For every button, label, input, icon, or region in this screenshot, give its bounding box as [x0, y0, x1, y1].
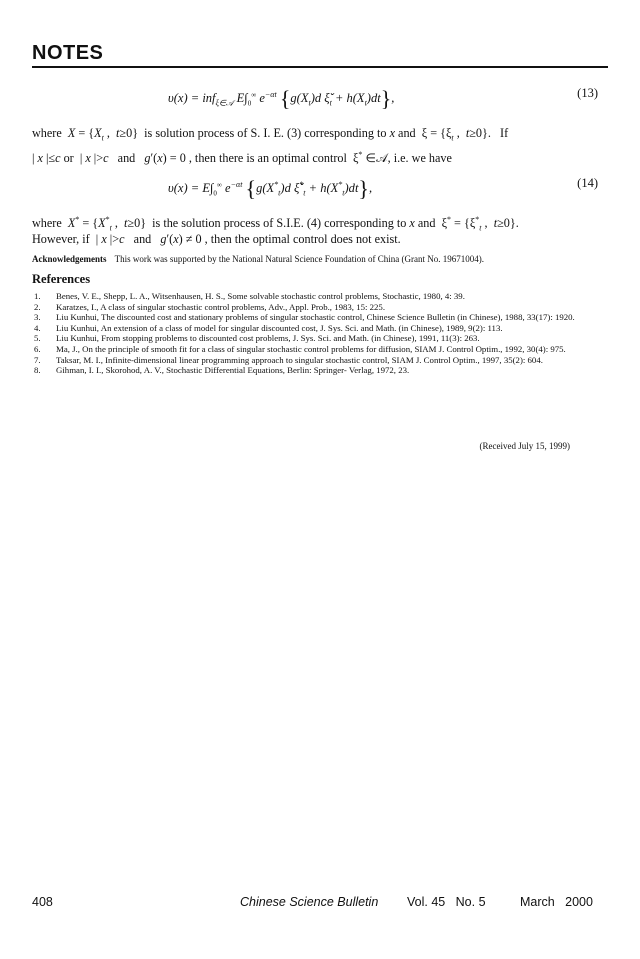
- reference-text: Gihman, I. I., Skorohod, A. V., Stochastic Differential Equations, Berlin: Springer- Verlag, 1972, 23.: [56, 365, 410, 376]
- reference-number: 2.: [34, 301, 41, 312]
- reference-number: 8.: [34, 365, 41, 376]
- reference-text: Liu Kunhui, An extension of a class of model for singular discounted cost, J. Sys. Sci. and Math. (in Chinese), 1989, 9(2): 113.: [56, 322, 503, 333]
- reference-number: 1.: [34, 291, 41, 301]
- reference-text: Taksar, M. I., Infinite-dimensional linear programming approach to singular stochastic control, SIAM J. Control Optim., 1997, 35(2): 604.: [56, 354, 543, 365]
- equation-13-number: (13): [577, 86, 598, 100]
- equation-14-body: $\upsilon(x) = E\int_0^\infty$ $e^{-\alpha t}$ {$g(X^*_t)d$ $\xǐ^*_t + h(X^*_t)dt$},: [168, 176, 373, 201]
- paragraph-2-line-1: where $X^* = \{X^*_t$ , t≥0} is the solution process of S.I.E. (4) corresponding to x and $\xi^* = \{\xi^*_t$ , t≥0}.: [32, 215, 519, 233]
- acknowledgements-label: Acknowledgements: [32, 254, 107, 264]
- reference-item: [32, 302, 612, 313]
- equation-14-number: (14): [577, 176, 598, 190]
- page-footer: [0, 895, 640, 915]
- reference-text: Benes, V. E., Shepp, L. A., Witsenhausen, H. S., Some solvable stochastic control problems, Stochastic, 1980, 4: 39.: [56, 291, 465, 301]
- reference-number: 6.: [34, 343, 41, 354]
- reference-item: [32, 344, 612, 355]
- references-heading: References: [32, 272, 91, 286]
- reference-number: 4.: [34, 322, 41, 333]
- reference-item: [32, 355, 612, 366]
- received-date: (Received July 15, 1999): [479, 441, 570, 451]
- reference-text: Karatzes, I., A class of singular stochastic control problems, Adv., Appl. Prob., 1983, 15: 225.: [56, 301, 386, 312]
- journal-name: Chinese Science Bulletin: [240, 895, 379, 909]
- equation-13-body: υ(x) = inf$_{\xi\in 𝒜}$ $E\int_0^\infty$ $e^{-\alpha t}$ {$g(X_t)d$ $\xǐ_t + h(X_t)dt$},: [168, 86, 395, 111]
- header-rule: [32, 66, 608, 68]
- reference-item: [32, 365, 612, 376]
- acknowledgements: [32, 254, 608, 264]
- reference-item: [32, 312, 612, 323]
- reference-item: [32, 291, 612, 302]
- acknowledgements-text: This work was supported by the National Natural Science Foundation of China (Grant No. 19671004).: [114, 254, 485, 264]
- paragraph-1-line-1: where $X = \{X_t$ , t≥0} is solution process of S. I. E. (3) corresponding to x and $\xi = \{\xi_t$ , t≥0}. If: [32, 126, 509, 143]
- reference-number: 5.: [34, 333, 41, 344]
- volume-issue: Vol. 45 No. 5: [407, 895, 486, 909]
- issue-date: March 2000: [520, 895, 593, 909]
- reference-text: Liu Kunhui, From stopping problems to discounted cost problems, J. Sys. Sci. and Math. (in Chinese), 1991, 11(3): 263.: [56, 333, 480, 344]
- reference-item: [32, 323, 612, 334]
- reference-item: [32, 333, 612, 344]
- reference-list: [32, 291, 612, 376]
- reference-number: 3.: [34, 312, 41, 323]
- page-number: 408: [32, 895, 53, 909]
- reference-number: 7.: [34, 354, 41, 365]
- paragraph-1-line-2: | x |≤c or | x |>c and g′(x) = 0 , then there is an optimal control ξ* ∈𝒜, i.e. we have: [32, 150, 452, 166]
- reference-text: Liu Kunhui, The discounted cost and stationary problems of singular stochastic control, Chinese Science Bulletin (in Chinese), 1988, 33(17): 1920.: [56, 312, 575, 323]
- paragraph-2-line-2: However, if | x |>c and g′(x) ≠ 0 , then the optimal control does not exist.: [32, 232, 401, 246]
- section-header: NOTES: [32, 42, 104, 64]
- reference-text: Ma, J., On the principle of smooth fit for a class of singular stochastic control problems for diffusion, SIAM J. Control Optim., 1992, 30(4): 975.: [56, 343, 566, 354]
